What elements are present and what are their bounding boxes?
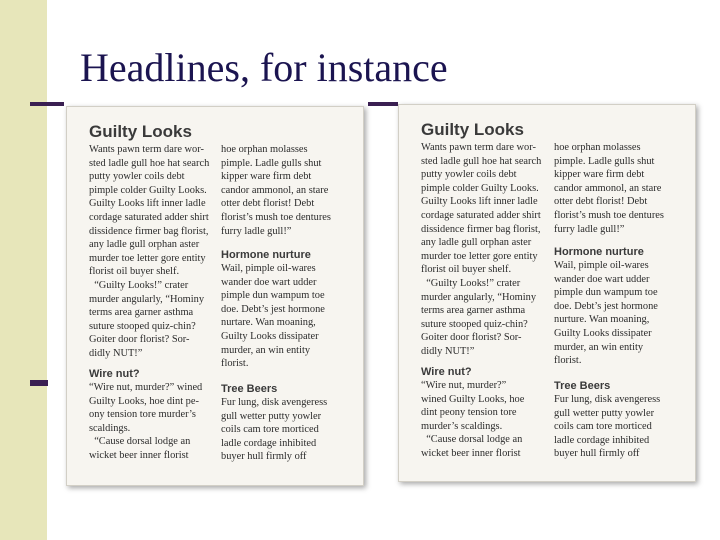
text-line: furry ladle gull!” bbox=[221, 225, 292, 237]
text-line: otter debt florist! Debt bbox=[554, 196, 648, 208]
text-line: any ladle gull orphan aster bbox=[89, 239, 200, 251]
section-body bbox=[421, 379, 524, 461]
text-line: buyer hull firmly off bbox=[221, 451, 307, 463]
slide-side-bar bbox=[0, 0, 47, 540]
text-line: suture stooped quiz-chin? bbox=[421, 318, 528, 330]
text-line: Guilty Looks lift inner ladle bbox=[421, 196, 538, 208]
section-heading: Guilty Looks bbox=[89, 122, 192, 141]
text-line: Goiter door florist? Sor- bbox=[421, 332, 522, 344]
text-line: florist’s mush toe dentures bbox=[554, 209, 664, 221]
text-line: hoe orphan molasses bbox=[221, 144, 308, 155]
text-line: Guilty Looks, hoe dint pe- bbox=[89, 395, 199, 407]
section-heading: Hormone nurture bbox=[554, 246, 644, 258]
text-line: wicket beer inner florist bbox=[89, 449, 189, 461]
text-line: pimple colder Guilty Looks. bbox=[89, 184, 207, 196]
text-line: buyer hull firmly off bbox=[554, 448, 640, 460]
slide-title: Headlines, for instance bbox=[80, 45, 448, 90]
text-line: florist. bbox=[554, 355, 582, 367]
text-line: sted ladle gull hoe hat search bbox=[421, 155, 542, 167]
section-body bbox=[89, 143, 209, 361]
section-heading: Wire nut? bbox=[89, 368, 140, 380]
page-image-right bbox=[398, 104, 696, 482]
text-line: Guilty Looks lift inner ladle bbox=[89, 198, 206, 210]
text-line: florist. bbox=[221, 358, 249, 370]
text-line: Wail, pimple oil-wares bbox=[221, 263, 316, 274]
text-line: murder, an win entity bbox=[221, 344, 311, 356]
section-body bbox=[89, 381, 202, 463]
text-line: murder’s scaldings. bbox=[421, 420, 503, 432]
section-heading: Tree Beers bbox=[221, 383, 278, 395]
text-line: murder angularly, “Hominy bbox=[421, 291, 537, 303]
text-line: ony tension tore murder’s bbox=[89, 409, 196, 421]
text-line: florist’s mush toe dentures bbox=[221, 211, 331, 223]
section-continued bbox=[554, 141, 664, 236]
section-heading: Hormone nurture bbox=[221, 249, 311, 261]
text-line: pimple colder Guilty Looks. bbox=[421, 182, 539, 194]
text-line: didly NUT!” bbox=[89, 347, 143, 359]
text-line: pimple. Ladle gulls shut bbox=[554, 155, 655, 167]
text-line: “Guilty Looks!” crater bbox=[421, 277, 521, 289]
section-tree-beers bbox=[221, 382, 327, 464]
section-hormone-nurture bbox=[221, 248, 325, 371]
section-tree-beers bbox=[554, 379, 660, 461]
text-line: Fur lung, disk avengeress bbox=[554, 394, 661, 405]
text-line: terms area garner asthma bbox=[89, 307, 194, 319]
section-heading: Guilty Looks bbox=[421, 120, 524, 139]
text-line: furry ladle gull!” bbox=[554, 223, 625, 235]
text-line: candor ammonol, an stare bbox=[554, 182, 662, 194]
text-line: Goiter door florist? Sor- bbox=[89, 334, 190, 346]
text-line: nurture. Wan moaning, bbox=[554, 314, 650, 326]
text-line: wander doe wart udder bbox=[554, 273, 650, 285]
text-line: gull wetter putty yowler bbox=[554, 407, 655, 419]
text-line: wined Guilty Looks, hoe bbox=[421, 393, 525, 405]
text-line: dissidence firmer bag florist, bbox=[421, 223, 541, 235]
text-line: Fur lung, disk avengeress bbox=[221, 397, 328, 408]
text-line: kipper ware firm debt bbox=[554, 169, 645, 181]
text-line: Wail, pimple oil-wares bbox=[554, 260, 649, 271]
section-continued bbox=[221, 143, 331, 238]
title-rule-left bbox=[30, 102, 64, 106]
section-heading: Wire nut? bbox=[421, 366, 472, 378]
text-line: ladle cordage inhibited bbox=[554, 434, 650, 446]
text-line: doe. Debt’s jest hormone bbox=[221, 303, 325, 315]
page-image-left bbox=[66, 106, 364, 486]
text-line: cordage saturated adder shirt bbox=[89, 211, 209, 223]
text-line: wicket beer inner florist bbox=[421, 447, 521, 459]
text-line: florist oil buyer shelf. bbox=[421, 264, 512, 276]
text-line: pimple dun wampum toe bbox=[221, 290, 325, 302]
text-line: “Wire nut, murder?” wined bbox=[89, 382, 203, 393]
section-hormone-nurture bbox=[554, 245, 658, 368]
text-line: suture stooped quiz-chin? bbox=[89, 320, 196, 332]
text-line: kipper ware firm debt bbox=[221, 171, 312, 183]
text-line: coils cam tore morticed bbox=[554, 421, 652, 433]
text-line: Guilty Looks dissipater bbox=[221, 330, 319, 342]
text-line: nurtare. Wan moaning, bbox=[221, 317, 316, 329]
text-line: “Wire nut, murder?” bbox=[421, 380, 507, 391]
text-line: doe. Debt’s jest hormone bbox=[554, 300, 658, 312]
text-line: murder toe letter gore entity bbox=[89, 252, 206, 264]
section-guilty-looks bbox=[89, 121, 209, 361]
text-line: coils cam tore morticed bbox=[221, 424, 319, 436]
text-line: dissidence firmer bag florist, bbox=[89, 225, 209, 237]
text-line: gull wetter putty yowler bbox=[221, 410, 322, 422]
text-line: Wants pawn term dare wor- bbox=[89, 144, 204, 155]
text-line: ladle cordage inhibited bbox=[221, 437, 317, 449]
text-line: scaldings. bbox=[89, 422, 131, 434]
section-guilty-looks bbox=[421, 119, 541, 359]
section-body bbox=[421, 141, 541, 359]
text-line: otter debt florist! Debt bbox=[221, 198, 315, 210]
text-line: candor ammonol, an stare bbox=[221, 184, 329, 196]
text-line: any ladle gull orphan aster bbox=[421, 237, 532, 249]
section-body bbox=[554, 259, 658, 368]
text-line: terms area garner asthma bbox=[421, 305, 526, 317]
section-body bbox=[221, 262, 325, 371]
text-line: “Guilty Looks!” crater bbox=[89, 279, 189, 291]
text-line: Guilty Looks dissipater bbox=[554, 327, 652, 339]
text-line: dint peony tension tore bbox=[421, 407, 517, 419]
section-heading: Tree Beers bbox=[554, 380, 611, 392]
text-line: murder toe letter gore entity bbox=[421, 250, 538, 262]
text-line: Wants pawn term dare wor- bbox=[421, 142, 536, 153]
text-line: cordage saturated adder shirt bbox=[421, 209, 541, 221]
text-line: hoe orphan molasses bbox=[554, 142, 641, 153]
section-body bbox=[554, 393, 660, 461]
title-rule-middle bbox=[368, 102, 398, 106]
text-line: murder, an win entity bbox=[554, 341, 644, 353]
section-body bbox=[554, 141, 664, 236]
text-line: pimple. Ladle gulls shut bbox=[221, 157, 322, 169]
text-line: didly NUT!” bbox=[421, 345, 475, 357]
text-line: wander doe wart udder bbox=[221, 276, 317, 288]
text-line: florist oil buyer shelf. bbox=[89, 266, 180, 278]
text-line: putty yowler coils debt bbox=[89, 171, 185, 183]
side-rule-accent bbox=[30, 380, 48, 386]
section-body bbox=[221, 143, 331, 238]
text-line: “Cause dorsal lodge an bbox=[421, 434, 523, 446]
text-line: murder angularly, “Hominy bbox=[89, 293, 205, 305]
text-line: sted ladle gull hoe hat search bbox=[89, 157, 210, 169]
text-line: putty yowler coils debt bbox=[421, 169, 517, 181]
section-wire-nut bbox=[89, 367, 202, 463]
text-line: pimple dun wampum toe bbox=[554, 287, 658, 299]
section-body bbox=[221, 396, 327, 464]
text-line: “Cause dorsal lodge an bbox=[89, 436, 191, 448]
section-wire-nut bbox=[421, 365, 524, 461]
